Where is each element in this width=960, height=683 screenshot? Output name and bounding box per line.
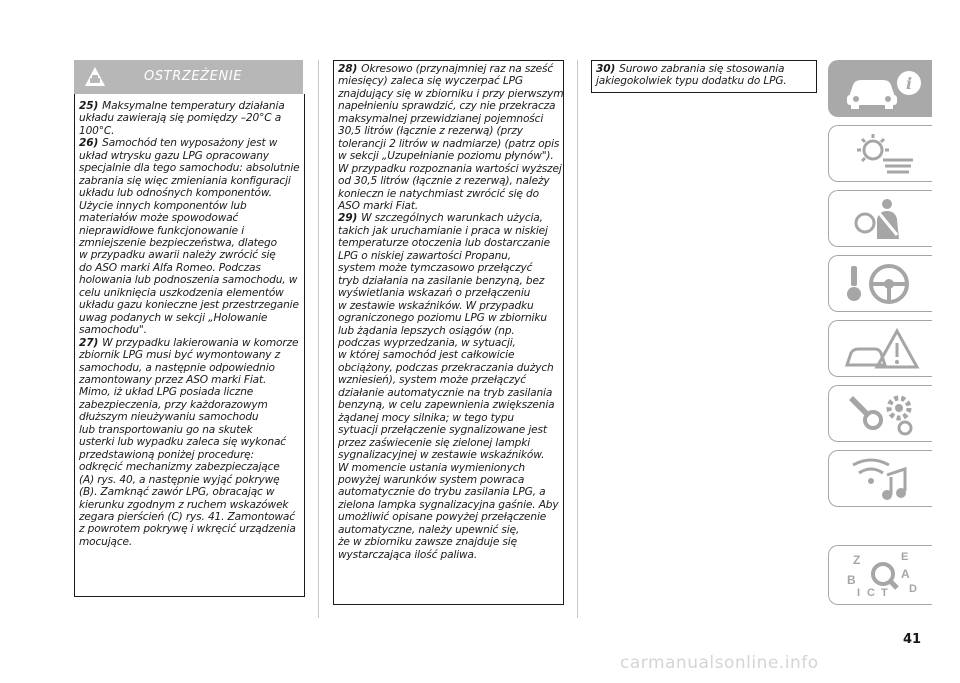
text-line	[79, 424, 300, 436]
svg-text:i: i	[906, 74, 913, 93]
line-text: lub transportowaniu go na skutek	[79, 423, 253, 436]
line-text: zegara pierścień (C) rys. 41. Zamontować	[79, 510, 295, 523]
line-text: automatycznie do trybu zasilania LPG, a	[338, 486, 546, 499]
text-line	[338, 237, 563, 249]
svg-text:C: C	[867, 587, 875, 598]
page-number: 41	[903, 632, 922, 647]
svg-text:B: B	[847, 573, 856, 587]
note-start-line	[596, 63, 787, 75]
text-line	[338, 362, 563, 374]
text-line	[79, 262, 300, 274]
text-line	[338, 437, 563, 449]
note-number: 29)	[338, 212, 358, 225]
line-text: zielona lampka sygnalizacyjna gaśnie. Aby	[338, 498, 559, 511]
text-line	[79, 249, 300, 261]
line-text: układu zawierają się pomiędzy –20°C a	[79, 112, 282, 125]
line-text: zamontowany przez ASO marki Fiat.	[79, 373, 267, 386]
warning-car-icon	[84, 66, 106, 88]
line-text: holowania lub podnoszenia samochodu, w	[79, 274, 298, 287]
text-line	[79, 511, 300, 523]
line-text: LPG o niskiej zawartości Propanu,	[338, 249, 511, 262]
multimedia-icon	[843, 455, 923, 503]
line-text: zmniejszenie bezpieczeństwa, dlatego	[79, 236, 277, 249]
column-separator-1	[318, 60, 319, 618]
line-text: 30,5 litrów (łącznie z rezerwą) (przy	[338, 125, 523, 138]
line-text: usterki lub wypadku zaleca się wykonać	[79, 436, 286, 449]
line-text: odkręcić mechanizmy zabezpieczające	[79, 461, 280, 474]
line-text: zabrania się więc zmieniania konfiguracji	[79, 174, 291, 187]
line-text: materiałów może spowodować	[79, 212, 239, 225]
line-text: od 30,5 litrów (łącznie z rezerwą), należy	[338, 175, 550, 188]
tab-emergency[interactable]	[828, 320, 932, 377]
line-text: sygnalizacyjnej w zestawie wskaźników.	[338, 449, 545, 462]
text-line	[79, 125, 300, 137]
column-2-text	[338, 63, 563, 561]
text-line	[338, 200, 563, 212]
text-line	[338, 88, 563, 100]
text-line	[79, 349, 300, 361]
warning-triangle-car-icon	[843, 325, 923, 373]
line-text: układu gazu konieczne jest przestrzeganie	[79, 299, 299, 312]
note-start-line	[79, 337, 300, 349]
text-line	[338, 474, 563, 486]
line-text: wzniesień), system może przełączyć	[338, 374, 526, 387]
note-number: 25)	[79, 100, 99, 112]
line-text: ograniczonego poziomu LPG w zbiorniku	[338, 312, 547, 325]
line-text: samochodu, a następnie odpowiednio	[79, 361, 275, 374]
text-line	[338, 125, 563, 137]
line-text: kierunku zgodnym z ruchem wskazówek	[79, 498, 289, 511]
line-text: sytuacji przełączenie sygnalizowane jest	[338, 424, 547, 437]
text-line	[79, 274, 300, 286]
text-line	[338, 150, 563, 162]
line-text: w sekcji „Uzupełnianie poziomu płynów").	[338, 150, 554, 163]
warning-header	[74, 60, 303, 94]
line-text: jakiegokolwiek typu dodatku do LPG.	[596, 75, 787, 88]
line-text: W przypadku rozpoznania wartości wyższej	[338, 162, 562, 175]
alphabetical-index-icon	[843, 550, 923, 598]
line-text: 100°C.	[79, 124, 115, 137]
text-line	[338, 138, 563, 150]
line-text: układ wtrysku gazu LPG opracowany	[79, 149, 269, 162]
note-number: 27)	[79, 336, 99, 349]
text-line	[338, 100, 563, 112]
line-text: żądanej mocy silnika; w tego typu	[338, 411, 514, 424]
line-text: z powrotem pokrywę i wkręcić urządzenia	[79, 523, 296, 536]
line-text: uwag podanych w sekcji „Holowanie	[79, 311, 268, 324]
line-text: zbiornik LPG musi być wymontowany z	[79, 349, 281, 362]
line-text: Okresowo (przynajmniej raz na sześć	[361, 63, 554, 75]
text-line	[338, 75, 563, 87]
line-text: przedstawioną poniżej procedurę:	[79, 448, 254, 461]
tools-gears-icon	[843, 390, 923, 438]
note-start-line	[338, 63, 563, 75]
key-steering-wheel-icon	[843, 260, 923, 308]
note-number: 30)	[596, 63, 616, 75]
svg-text:D: D	[909, 583, 917, 595]
text-line	[79, 499, 300, 511]
line-text: (A) rys. 40, a następnie wyjąć pokrywę	[79, 473, 280, 486]
text-line	[338, 287, 563, 299]
tab-dashboard-lights[interactable]	[828, 125, 932, 182]
text-line	[338, 387, 563, 399]
text-line	[79, 287, 300, 299]
column-1-text	[79, 100, 300, 548]
text-line	[79, 187, 300, 199]
line-text: przez zaświecenie się zielonej lampki	[338, 436, 531, 449]
text-line	[338, 424, 563, 436]
line-text: takich jak uruchamianie i praca w niskiej	[338, 224, 548, 237]
tab-index[interactable]	[828, 545, 932, 605]
line-text: benzyną, w celu zapewnienia zwiększenia	[338, 399, 555, 412]
line-text: W przypadku lakierowania w komorze	[102, 336, 299, 349]
line-text: lub żądania lepszych osiągów (np.	[338, 324, 515, 337]
text-line	[79, 299, 300, 311]
line-text: wyświetlania wskazań o przełączeniu	[338, 287, 531, 300]
line-text: znajdujący się w zbiorniku i przy pierwszym	[338, 87, 564, 100]
note-number: 26)	[79, 137, 99, 150]
text-line	[338, 399, 563, 411]
text-line	[79, 237, 300, 249]
line-text: Maksymalne temperatury działania	[102, 100, 285, 112]
warning-title: OSTRZEŻENIE	[144, 69, 243, 84]
line-text: że w zbiorniku zawsze znajduje się	[338, 536, 517, 549]
text-line	[79, 374, 300, 386]
column-separator-2	[577, 60, 578, 618]
note-number: 28)	[338, 63, 358, 75]
dashboard-lights-icon	[843, 130, 923, 178]
line-text: W momencie ustania wymienionych	[338, 461, 525, 474]
line-text: tolerancji 2 litrów w nadmiarze) (patrz opis	[338, 137, 560, 150]
text-line	[338, 536, 563, 548]
text-line	[338, 188, 563, 200]
text-line	[338, 312, 563, 324]
text-line	[338, 511, 563, 523]
text-line	[79, 436, 300, 448]
line-text: temperaturze otoczenia lub dostarczanie	[338, 237, 550, 250]
line-text: Surowo zabrania się stosowania	[619, 63, 785, 75]
line-text: w zestawie wskaźników. W przypadku	[338, 299, 534, 312]
svg-text:T: T	[881, 587, 888, 598]
line-text: powyżej warunków system powraca	[338, 473, 525, 486]
text-line	[338, 412, 563, 424]
text-line	[79, 324, 300, 336]
watermark: carmanualsonline.info	[620, 653, 819, 673]
text-line	[338, 462, 563, 474]
text-line	[338, 524, 563, 536]
text-line	[596, 75, 787, 87]
svg-text:A: A	[901, 567, 910, 581]
text-line	[79, 486, 300, 498]
line-text: (B). Zamknąć zawór LPG, obracając w	[79, 486, 275, 499]
line-text: dłuższym nieużywaniu samochodu	[79, 411, 259, 424]
line-text: obciążony, podczas przekraczania dużych	[338, 361, 554, 374]
line-text: umożliwić opisane powyżej przełączenie	[338, 511, 547, 524]
line-text: napełnieniu sprawdzić, czy nie przekracza	[338, 100, 556, 113]
line-text: zabezpieczenia, przy każdorazowym	[79, 398, 268, 411]
text-line	[79, 362, 300, 374]
car-info-icon	[843, 65, 923, 113]
text-line	[338, 337, 563, 349]
text-line	[79, 162, 300, 174]
svg-text:Z: Z	[853, 553, 861, 567]
tab-airbag-seatbelt[interactable]	[828, 190, 932, 247]
line-text: automatyczne, należy upewnić się,	[338, 523, 520, 536]
line-text: system może tymczasowo przełączyć	[338, 262, 533, 275]
line-text: w której samochód jest całkowicie	[338, 349, 515, 362]
text-line	[338, 300, 563, 312]
text-line	[338, 549, 563, 561]
text-line	[79, 312, 300, 324]
text-line	[79, 225, 300, 237]
tab-car-info[interactable]	[828, 60, 932, 117]
text-line	[338, 163, 563, 175]
text-line	[79, 150, 300, 162]
line-text: wystarczająca ilość paliwa.	[338, 548, 478, 561]
line-text: podczas wyprzedzania, w sytuacji,	[338, 336, 516, 349]
text-line	[79, 175, 300, 187]
svg-text:I: I	[857, 587, 861, 598]
text-line	[338, 449, 563, 461]
line-text: miesięcy) zaleca się wyczerpać LPG	[338, 75, 523, 88]
line-text: układu lub odnośnych komponentów.	[79, 187, 272, 200]
tab-key-steering[interactable]	[828, 255, 932, 312]
line-text: maksymalnej przewidzianej pojemności	[338, 112, 544, 125]
svg-text:E: E	[901, 551, 909, 563]
text-line	[79, 386, 300, 398]
line-text: tryb działania na zasilanie benzyną, bez	[338, 274, 545, 287]
airbag-seatbelt-icon	[843, 195, 923, 243]
line-text: celu uniknięcia uszkodzenia elementów	[79, 286, 284, 299]
text-line	[79, 399, 300, 411]
column-3-text	[596, 63, 787, 88]
text-line	[79, 212, 300, 224]
line-text: W szczególnych warunkach użycia,	[361, 212, 543, 225]
tab-multimedia[interactable]	[828, 450, 932, 507]
text-line	[338, 325, 563, 337]
line-text: Mimo, iż układ LPG posiada liczne	[79, 386, 254, 399]
text-line	[338, 262, 563, 274]
text-line	[338, 113, 563, 125]
text-line	[79, 523, 300, 535]
text-line	[338, 275, 563, 287]
note-start-line	[79, 137, 300, 149]
line-text: mocujące.	[79, 535, 133, 548]
line-text: w przypadku awarii należy zwrócić się	[79, 249, 276, 262]
text-line	[79, 411, 300, 423]
line-text: samochodu".	[79, 324, 147, 337]
line-text: specjalnie dla tego samochodu: absolutnie	[79, 162, 300, 175]
text-line	[79, 112, 300, 124]
text-line	[79, 449, 300, 461]
line-text: do ASO marki Alfa Romeo. Podczas	[79, 261, 261, 274]
text-line	[338, 374, 563, 386]
text-line	[79, 474, 300, 486]
line-text: konieczn ie natychmiast zwrócić się do	[338, 187, 539, 200]
note-start-line	[338, 212, 563, 224]
text-line	[338, 250, 563, 262]
text-line	[79, 200, 300, 212]
line-text: ASO marki Fiat.	[338, 199, 419, 212]
text-line	[338, 225, 563, 237]
line-text: Użycie innych komponentów lub	[79, 199, 247, 212]
text-line	[79, 536, 300, 548]
text-line	[79, 461, 300, 473]
text-line	[338, 175, 563, 187]
text-line	[338, 486, 563, 498]
tab-maintenance[interactable]	[828, 385, 932, 442]
note-start-line	[79, 100, 300, 112]
line-text: Samochód ten wyposażony jest w	[102, 137, 278, 150]
line-text: nieprawidłowe funkcjonowanie i	[79, 224, 245, 237]
text-line	[338, 499, 563, 511]
text-line	[338, 349, 563, 361]
line-text: działanie automatycznie na tryb zasilania	[338, 386, 553, 399]
